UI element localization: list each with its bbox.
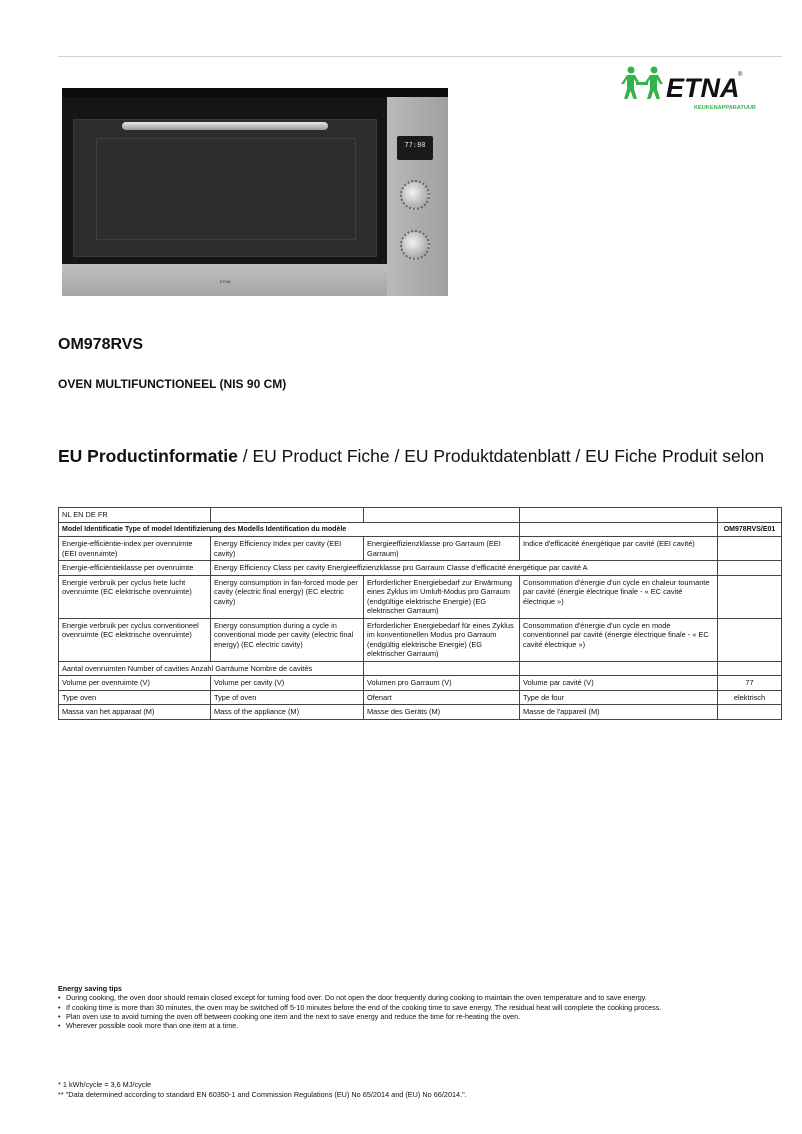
product-title: OVEN MULTIFUNCTIONEEL (NIS 90 CM) <box>58 377 287 391</box>
product-model: OM978RVS <box>58 336 144 353</box>
list-item: • During cooking, the oven door should remain closed except for turning food over. Do not open the door frequently during cooking to maintain the oven temperature and to save energy. <box>66 993 698 1002</box>
cell-nl: Energie-efficiëntie-index per ovenruimte (EEI ovenruimte) <box>59 537 211 561</box>
cell-value: 77 <box>718 676 782 691</box>
table-header-row <box>59 508 782 523</box>
oven-display: 77:88 <box>397 136 433 160</box>
oven-top-bar <box>62 88 448 97</box>
cell-en: Mass of the appliance (M) <box>211 705 364 720</box>
product-fiche-table <box>58 507 782 720</box>
logo-figures-icon <box>621 67 663 100</box>
energy-class-merged: Energy Efficiency Class per cavity Energieeffizienzklasse pro Garraum Classe d'efficacité énergétique par cavité A <box>211 561 718 576</box>
logo-tagline: KEUKENAPPARATUUR <box>694 105 756 111</box>
oven-knob-icon <box>400 180 430 210</box>
cell-fr: Volume par cavité (V) <box>520 676 718 691</box>
oven-knob-icon <box>400 230 430 260</box>
cell-en: Type of oven <box>211 690 364 705</box>
cell-nl: Energie verbruik per cyclus conventioneel ovenruimte (EC elektrische ovenruimte) <box>59 618 211 661</box>
list-item: • Wherever possible cook more than one item at a time. <box>66 1021 698 1030</box>
footnote: * 1 kWh/cycle = 3,6 MJ/cycle <box>58 1080 152 1089</box>
cell-en: Energy consumption during a cycle in conventional mode per cavity (electric final energy) (EC electric cavity) <box>211 618 364 661</box>
table-row <box>59 537 782 561</box>
table-row <box>59 676 782 691</box>
cell-de: Masse des Geräts (M) <box>364 705 520 720</box>
cell-nl: Energie-efficiëntieklasse per ovenruimte <box>59 561 211 576</box>
cell-value <box>718 661 782 676</box>
energy-saving-tips <box>58 984 698 1030</box>
cell-value <box>718 575 782 618</box>
fiche-heading <box>58 446 764 467</box>
energy-class-row <box>59 561 782 576</box>
etna-logo <box>622 64 756 112</box>
model-identification-row <box>59 522 782 537</box>
cell-value: elektrisch <box>718 690 782 705</box>
cell-value <box>718 618 782 661</box>
model-identification-value: OM978RVS/E01 <box>718 522 782 537</box>
list-item: • If cooking time is more than 30 minutes, the oven may be switched off 5-10 minutes before the end of the cooking time to save energy. The residual heat will complete the cooking process. <box>66 1003 698 1012</box>
cell-nl: Energie verbruik per cyclus hete lucht ovenruimte (EC elektrische ovenruimte) <box>59 575 211 618</box>
logo-wordmark: ETNA <box>666 73 740 103</box>
cell-nl: Volume per ovenruimte (V) <box>59 676 211 691</box>
cell-en: Volume per cavity (V) <box>211 676 364 691</box>
oven-image <box>62 88 448 296</box>
cell-value <box>718 705 782 720</box>
model-identification-label: Model Identificatie Type of model Identifizierung des Modells Identification du modèle <box>59 522 520 537</box>
tips-list <box>58 993 698 1030</box>
oven-handle <box>122 122 328 130</box>
oven-window-inner <box>96 138 356 240</box>
footnote: ** "Data determined according to standard EN 60350-1 and Commission Regulations (EU) No 65/2014 and (EU) No 66/2014.". <box>58 1090 467 1099</box>
cell-en: Energy Efficiency Index per cavity (EEI cavity) <box>211 537 364 561</box>
cell-en: Energy consumption in fan-forced mode per cavity (electric final energy) (EC electric cavity) <box>211 575 364 618</box>
cell-fr: Consommation d'énergie d'un cycle en chaleur tournante par cavité (énergie électrique finale - « EC cavité électrique ») <box>520 575 718 618</box>
language-header: NL EN DE FR <box>59 508 211 523</box>
cell-de: Ofenart <box>364 690 520 705</box>
tips-title: Energy saving tips <box>58 984 122 993</box>
top-divider <box>58 56 782 57</box>
cell-de: Erforderlicher Energiebedarf für eines Zyklus im konventionellen Modus pro Garraum (endgültig elektrische Energie) (EG elektrischer Garraum) <box>364 618 520 661</box>
footnotes <box>58 1080 467 1100</box>
table-row <box>59 575 782 618</box>
cavities-label: Aantal ovenruimten Number of cavities Anzahl Garräume Nombre de cavités <box>59 661 364 676</box>
fiche-heading-rest: / EU Product Fiche / EU Produktdatenblatt / EU Fiche Produit selon <box>237 446 765 466</box>
cell-value <box>718 537 782 561</box>
table-row <box>59 705 782 720</box>
table-row <box>59 690 782 705</box>
oven-badge: ETNA <box>220 279 231 284</box>
cell-nl: Type oven <box>59 690 211 705</box>
cell-nl: Massa van het apparaat (M) <box>59 705 211 720</box>
cell-fr: Type de four <box>520 690 718 705</box>
cell-de: Erforderlicher Energiebedarf zur Erwärmung eines Zyklus im Umluft-Modus pro Garraum (endgültige elektrische Energie) (EG elektrischer Garraum) <box>364 575 520 618</box>
fiche-heading-bold: EU Productinformatie <box>58 446 238 466</box>
cell-fr: Consommation d'énergie d'un cycle en mode conventionnel par cavité (énergie électrique finale - « EC cavité électrique ») <box>520 618 718 661</box>
table-row <box>59 618 782 661</box>
oven-window <box>73 119 377 257</box>
cell-de: Volumen pro Garraum (V) <box>364 676 520 691</box>
oven-door <box>62 97 387 264</box>
cell-value <box>718 561 782 576</box>
cavities-row <box>59 661 782 676</box>
logo-registered-mark: ® <box>738 72 743 78</box>
list-item: • Plan oven use to avoid turning the oven off between cooking one item and the next to save energy and reduce the time for re-heating the oven. <box>66 1012 698 1021</box>
cell-de: Energieeffizienzklasse pro Garraum (EEI Garraum) <box>364 537 520 561</box>
cell-fr: Indice d'efficacité énergétique par cavité (EEI cavité) <box>520 537 718 561</box>
cell-fr: Masse de l'appareil (M) <box>520 705 718 720</box>
